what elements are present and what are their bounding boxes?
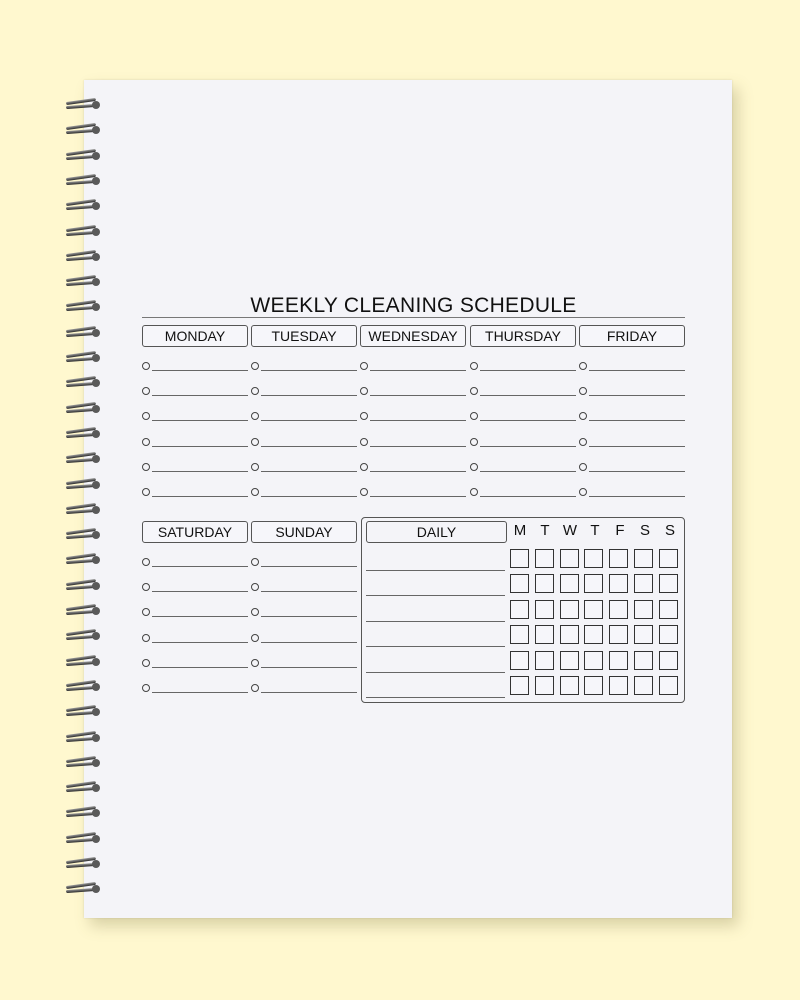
task-row[interactable] — [470, 429, 576, 454]
bullet-icon — [251, 488, 259, 496]
task-row[interactable] — [579, 353, 685, 378]
daily-task-line[interactable] — [366, 697, 505, 698]
task-row[interactable] — [251, 403, 357, 428]
task-row[interactable] — [251, 353, 357, 378]
write-line — [589, 395, 685, 396]
spiral-ring — [66, 252, 102, 261]
spiral-ring — [66, 758, 102, 767]
daily-checkbox[interactable] — [634, 625, 653, 644]
write-line — [370, 395, 466, 396]
write-line — [261, 446, 357, 447]
spiral-ring — [66, 227, 102, 236]
bullet-icon — [142, 634, 150, 642]
daily-checkbox[interactable] — [510, 676, 529, 695]
bullet-icon — [470, 362, 478, 370]
day-header: SATURDAY — [142, 521, 248, 543]
task-row[interactable] — [470, 479, 576, 504]
day-column — [470, 325, 576, 504]
daily-checkbox[interactable] — [535, 676, 554, 695]
daily-checkbox[interactable] — [634, 549, 653, 568]
write-line — [261, 496, 357, 497]
spiral-ring — [66, 176, 102, 185]
task-row[interactable] — [251, 574, 357, 599]
title-divider — [142, 317, 685, 318]
daily-checkbox[interactable] — [609, 600, 628, 619]
daily-checkbox[interactable] — [659, 651, 678, 670]
bullet-icon — [360, 438, 368, 446]
bullet-icon — [251, 362, 259, 370]
bullet-icon — [360, 412, 368, 420]
daily-checkbox[interactable] — [535, 574, 554, 593]
write-line — [589, 446, 685, 447]
write-line — [152, 370, 248, 371]
bullet-icon — [142, 684, 150, 692]
daily-checkbox[interactable] — [535, 651, 554, 670]
daily-checkbox[interactable] — [584, 625, 603, 644]
task-row[interactable] — [579, 454, 685, 479]
spiral-ring — [66, 302, 102, 311]
day-column — [142, 325, 248, 504]
weekday-label: F — [615, 522, 625, 539]
write-line — [480, 496, 576, 497]
bullet-icon — [360, 488, 368, 496]
weekday-label: M — [513, 522, 527, 539]
weekday-label: S — [639, 522, 650, 539]
spiral-ring — [66, 151, 102, 160]
daily-checkbox[interactable] — [609, 549, 628, 568]
write-line — [261, 370, 357, 371]
daily-header: DAILY — [366, 521, 507, 543]
daily-checkbox[interactable] — [510, 574, 529, 593]
write-line — [152, 496, 248, 497]
bullet-icon — [470, 412, 478, 420]
bullet-icon — [470, 438, 478, 446]
daily-checkbox[interactable] — [560, 549, 579, 568]
task-row[interactable] — [142, 454, 248, 479]
spiral-ring — [66, 454, 102, 463]
daily-checkbox[interactable] — [584, 549, 603, 568]
spiral-ring — [66, 783, 102, 792]
daily-checkbox[interactable] — [560, 600, 579, 619]
write-line — [152, 642, 248, 643]
day-header: SUNDAY — [251, 521, 357, 543]
task-row[interactable] — [251, 378, 357, 403]
bullet-icon — [579, 412, 587, 420]
task-row[interactable] — [142, 625, 248, 650]
write-line — [152, 692, 248, 693]
write-line — [589, 496, 685, 497]
daily-checkbox[interactable] — [560, 574, 579, 593]
daily-checkbox[interactable] — [535, 600, 554, 619]
task-row[interactable] — [142, 353, 248, 378]
bullet-icon — [142, 488, 150, 496]
write-line — [261, 642, 357, 643]
task-row[interactable] — [360, 403, 466, 428]
day-header: THURSDAY — [470, 325, 576, 347]
weekday-label: W — [562, 522, 578, 539]
spiral-ring — [66, 530, 102, 539]
bullet-icon — [470, 387, 478, 395]
daily-checkbox[interactable] — [609, 676, 628, 695]
bullet-icon — [142, 608, 150, 616]
write-line — [480, 446, 576, 447]
daily-task-line[interactable] — [366, 646, 505, 647]
spiral-ring — [66, 682, 102, 691]
daily-checkbox[interactable] — [584, 600, 603, 619]
bullet-icon — [142, 583, 150, 591]
task-row[interactable] — [251, 479, 357, 504]
spiral-ring — [66, 404, 102, 413]
page-title: WEEKLY CLEANING SCHEDULE — [250, 294, 577, 317]
daily-checkbox[interactable] — [535, 625, 554, 644]
daily-checkbox[interactable] — [634, 676, 653, 695]
write-line — [152, 471, 248, 472]
daily-checkbox[interactable] — [510, 625, 529, 644]
task-row[interactable] — [251, 599, 357, 624]
bullet-icon — [360, 387, 368, 395]
task-row[interactable] — [579, 479, 685, 504]
task-row[interactable] — [470, 403, 576, 428]
bullet-icon — [579, 488, 587, 496]
task-row[interactable] — [142, 650, 248, 675]
bullet-icon — [579, 438, 587, 446]
task-row[interactable] — [251, 454, 357, 479]
write-line — [370, 446, 466, 447]
daily-task-line[interactable] — [366, 672, 505, 673]
spiral-ring — [66, 277, 102, 286]
weekday-label: T — [540, 522, 550, 539]
daily-checkbox[interactable] — [584, 574, 603, 593]
spiral-ring — [66, 429, 102, 438]
write-line — [261, 395, 357, 396]
bullet-icon — [142, 659, 150, 667]
day-header: FRIDAY — [579, 325, 685, 347]
spiral-ring — [66, 707, 102, 716]
write-line — [370, 370, 466, 371]
write-line — [589, 471, 685, 472]
write-line — [480, 395, 576, 396]
write-line — [152, 446, 248, 447]
task-row[interactable] — [142, 378, 248, 403]
write-line — [261, 692, 357, 693]
day-header: MONDAY — [142, 325, 248, 347]
write-line — [589, 370, 685, 371]
spiral-ring — [66, 631, 102, 640]
spiral-ring — [66, 100, 102, 109]
write-line — [261, 471, 357, 472]
bullet-icon — [579, 362, 587, 370]
task-row[interactable] — [142, 429, 248, 454]
weekday-label: T — [590, 522, 600, 539]
bullet-icon — [142, 412, 150, 420]
daily-checkbox[interactable] — [560, 676, 579, 695]
daily-checkbox[interactable] — [510, 600, 529, 619]
daily-checkbox[interactable] — [609, 651, 628, 670]
spiral-ring — [66, 125, 102, 134]
task-row[interactable] — [360, 378, 466, 403]
write-line — [152, 420, 248, 421]
spiral-ring — [66, 884, 102, 893]
daily-checkbox[interactable] — [560, 651, 579, 670]
spiral-ring — [66, 480, 102, 489]
spiral-binding — [66, 100, 106, 900]
task-row[interactable] — [360, 429, 466, 454]
task-row[interactable] — [579, 403, 685, 428]
spiral-ring — [66, 808, 102, 817]
daily-task-line[interactable] — [366, 621, 505, 622]
write-line — [480, 370, 576, 371]
spiral-ring — [66, 353, 102, 362]
bullet-icon — [251, 558, 259, 566]
write-line — [480, 420, 576, 421]
daily-checkbox[interactable] — [535, 549, 554, 568]
spiral-ring — [66, 505, 102, 514]
task-row[interactable] — [251, 650, 357, 675]
task-row[interactable] — [251, 549, 357, 574]
task-row[interactable] — [470, 454, 576, 479]
spiral-ring — [66, 201, 102, 210]
write-line — [152, 616, 248, 617]
daily-checkbox[interactable] — [659, 625, 678, 644]
task-row[interactable] — [470, 353, 576, 378]
write-line — [261, 616, 357, 617]
task-row[interactable] — [360, 479, 466, 504]
bullet-icon — [360, 362, 368, 370]
daily-checkbox[interactable] — [510, 651, 529, 670]
task-row[interactable] — [142, 549, 248, 574]
write-line — [370, 496, 466, 497]
spiral-ring — [66, 657, 102, 666]
daily-checkbox[interactable] — [634, 574, 653, 593]
daily-checkbox[interactable] — [510, 549, 529, 568]
day-column — [251, 521, 357, 700]
daily-checkbox[interactable] — [609, 625, 628, 644]
spiral-ring — [66, 834, 102, 843]
bullet-icon — [142, 558, 150, 566]
daily-checkbox[interactable] — [659, 600, 678, 619]
write-line — [480, 471, 576, 472]
spiral-ring — [66, 328, 102, 337]
task-row[interactable] — [360, 353, 466, 378]
task-row[interactable] — [142, 403, 248, 428]
bullet-icon — [360, 463, 368, 471]
task-row[interactable] — [142, 574, 248, 599]
write-line — [589, 420, 685, 421]
task-row[interactable] — [251, 429, 357, 454]
write-line — [370, 420, 466, 421]
task-row[interactable] — [142, 675, 248, 700]
daily-checkbox[interactable] — [584, 651, 603, 670]
write-line — [152, 566, 248, 567]
weekday-label: S — [664, 522, 675, 539]
write-line — [261, 566, 357, 567]
daily-checkbox[interactable] — [659, 549, 678, 568]
day-column — [579, 325, 685, 504]
spiral-ring — [66, 606, 102, 615]
day-header: TUESDAY — [251, 325, 357, 347]
spiral-ring — [66, 581, 102, 590]
spiral-ring — [66, 733, 102, 742]
daily-task-line[interactable] — [366, 595, 505, 596]
bullet-icon — [579, 387, 587, 395]
daily-checkbox[interactable] — [584, 676, 603, 695]
task-row[interactable] — [360, 454, 466, 479]
bullet-icon — [251, 412, 259, 420]
bullet-icon — [251, 583, 259, 591]
bullet-icon — [470, 488, 478, 496]
bullet-icon — [142, 438, 150, 446]
bullet-icon — [251, 463, 259, 471]
task-row[interactable] — [251, 625, 357, 650]
day-header: WEDNESDAY — [360, 325, 466, 347]
bullet-icon — [251, 438, 259, 446]
bullet-icon — [251, 387, 259, 395]
bullet-icon — [251, 608, 259, 616]
write-line — [152, 591, 248, 592]
day-column — [142, 521, 248, 700]
daily-checkbox[interactable] — [609, 574, 628, 593]
daily-checkbox[interactable] — [560, 625, 579, 644]
daily-checkbox[interactable] — [659, 676, 678, 695]
spiral-ring — [66, 555, 102, 564]
task-row[interactable] — [142, 479, 248, 504]
task-row[interactable] — [579, 429, 685, 454]
bullet-icon — [579, 463, 587, 471]
day-column — [360, 325, 466, 504]
task-row[interactable] — [251, 675, 357, 700]
daily-checkbox[interactable] — [659, 574, 678, 593]
task-row[interactable] — [579, 378, 685, 403]
bullet-icon — [142, 362, 150, 370]
bullet-icon — [251, 659, 259, 667]
spiral-ring — [66, 859, 102, 868]
write-line — [261, 667, 357, 668]
bullet-icon — [251, 684, 259, 692]
task-row[interactable] — [142, 599, 248, 624]
bullet-icon — [142, 463, 150, 471]
daily-checkbox[interactable] — [634, 600, 653, 619]
write-line — [152, 667, 248, 668]
daily-task-line[interactable] — [366, 570, 505, 571]
daily-checkbox[interactable] — [634, 651, 653, 670]
write-line — [261, 591, 357, 592]
write-line — [261, 420, 357, 421]
write-line — [370, 471, 466, 472]
bullet-icon — [142, 387, 150, 395]
bullet-icon — [251, 634, 259, 642]
bullet-icon — [470, 463, 478, 471]
day-column — [251, 325, 357, 504]
spiral-ring — [66, 378, 102, 387]
task-row[interactable] — [470, 378, 576, 403]
write-line — [152, 395, 248, 396]
